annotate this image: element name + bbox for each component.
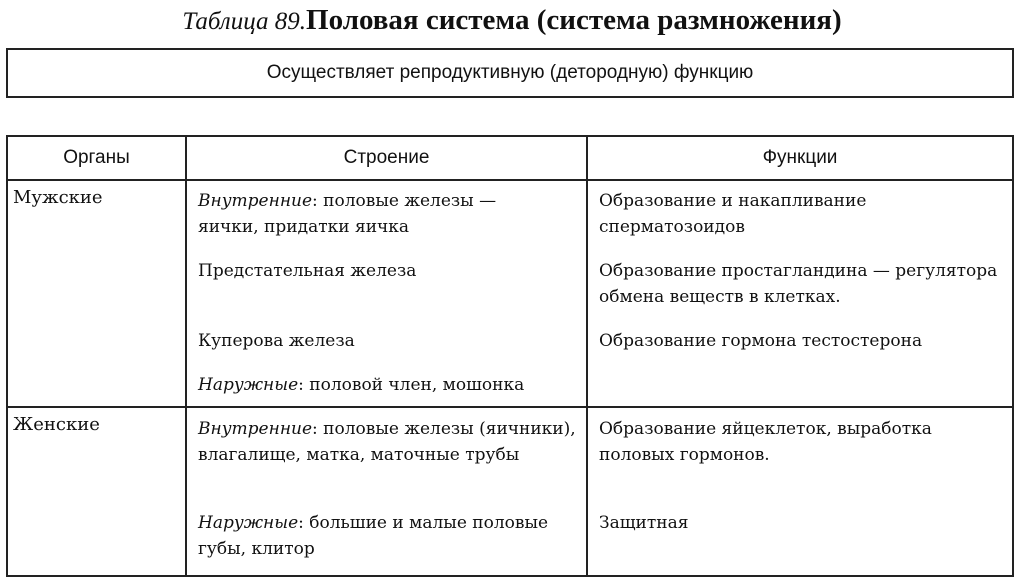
- structure-cell: [187, 408, 588, 575]
- table-number: Таблица 89.: [182, 8, 307, 35]
- function-summary-box: [6, 48, 1014, 98]
- structure-item: Внутренние: половые железы (яичники), влагалище, матка, маточные трубы: [198, 419, 576, 465]
- structure-item: Наружные: большие и малые половые губы, клитор: [198, 513, 549, 559]
- function-item: Образование простагландина — регулятора обмена веществ в клетках.: [599, 261, 998, 307]
- table-title: Половая система (система размножения): [306, 4, 842, 36]
- organ-cell: [8, 408, 187, 575]
- function-item: Защитная: [599, 513, 689, 533]
- function-cell: [588, 408, 1012, 575]
- header-structure: Строение: [187, 137, 588, 179]
- table-row-female: [8, 408, 1012, 575]
- structure-item: Внутренние: половые железы — яички, придатки яичка: [198, 191, 497, 237]
- structure-item: Наружные: половой член, мошонка: [198, 375, 525, 395]
- organ-name: Женские: [13, 414, 100, 435]
- table-header-row: [8, 137, 1012, 181]
- header-functions: Функции: [762, 147, 838, 168]
- organ-name: Мужские: [13, 187, 103, 208]
- function-item: Образование гормона тестостерона: [599, 331, 923, 351]
- reproductive-system-table: [6, 135, 1014, 577]
- function-item: Образование яйцеклеток, выработка половых гормонов.: [599, 419, 932, 465]
- structure-cell: [187, 181, 588, 406]
- structure-item: Предстательная железа: [198, 261, 417, 281]
- function-cell: [588, 181, 1012, 406]
- organ-cell: [8, 181, 187, 406]
- header-organs: Органы: [8, 137, 187, 179]
- function-summary-text: Осуществляет репродуктивную (детородную) функцию: [266, 62, 754, 83]
- structure-item: Куперова железа: [198, 331, 355, 351]
- table-row-male: [8, 181, 1012, 408]
- function-item: Образование и накапливание сперматозоидов: [599, 191, 867, 237]
- page-title: [0, 4, 1024, 37]
